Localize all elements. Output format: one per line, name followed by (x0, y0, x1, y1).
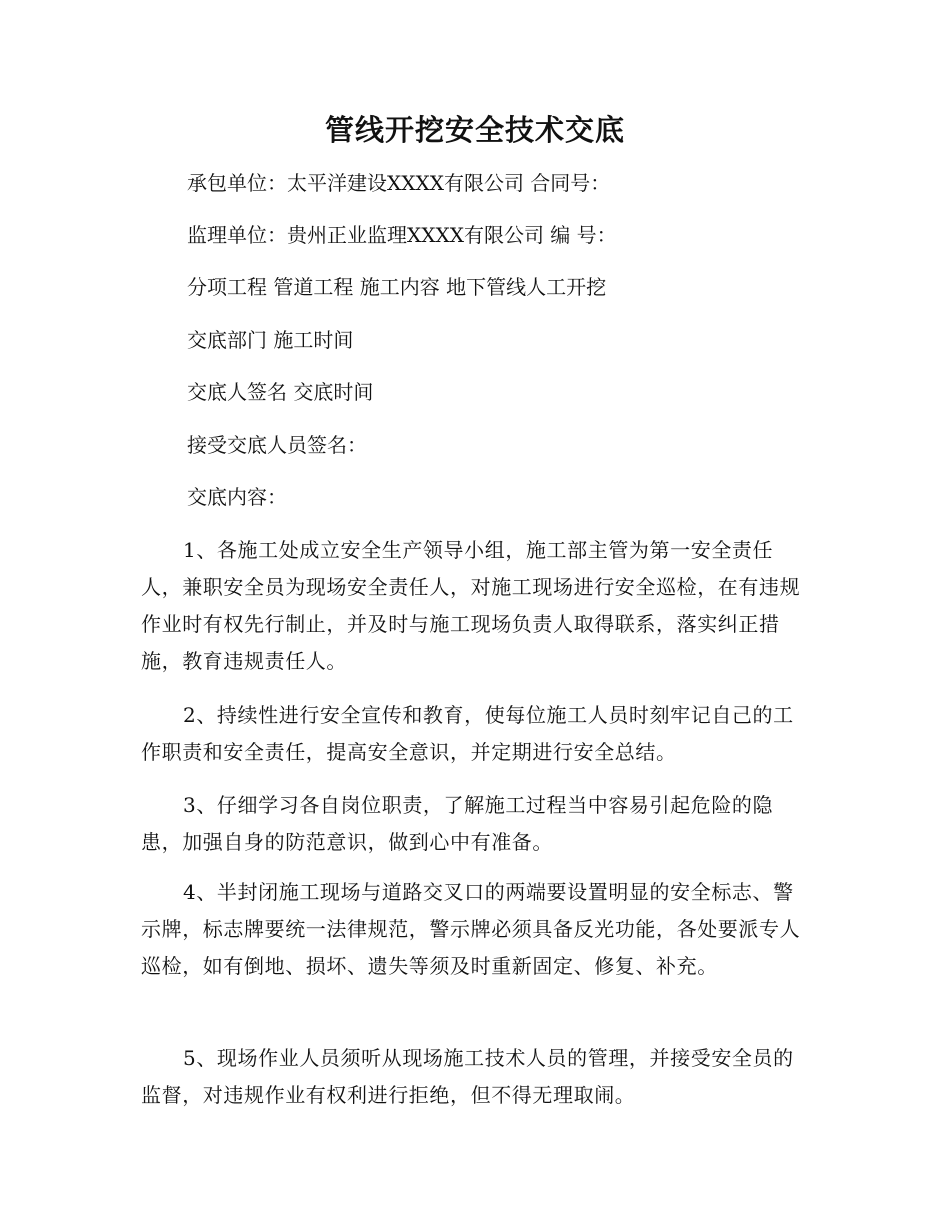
receiver-signature-line: 接受交底人员签名： (187, 433, 367, 457)
department-line: 交底部门 施工时间 (187, 328, 354, 352)
paragraph-2: 2、持续性进行安全宣传和教育，使每位施工人员时刻牢记自己的工作职责和安全责任，提高安全意识，并定期进行安全总结。 (141, 703, 794, 764)
paragraph-5: 5、现场作业人员须听从现场施工技术人员的管理，并接受安全员的监督，对违规作业有权利进行拒绝，但不得无理取闹。 (141, 1046, 794, 1107)
paragraph-1: 1、各施工处成立安全生产领导小组，施工部主管为第一安全责任人，兼职安全员为现场安全责任人，对施工现场进行安全巡检，在有违规作业时有权先行制止，并及时与施工现场负责人取得联系，落实纠正措施，教育违规责任人。 (141, 538, 801, 673)
project-line: 分项工程 管道工程 施工内容 地下管线人工开挖 (187, 275, 607, 299)
signer-line: 交底人签名 交底时间 (187, 380, 374, 404)
supervisor-line: 监理单位：贵州正业监理XXXX有限公司 编 号： (187, 223, 617, 247)
paragraph-4: 4、半封闭施工现场与道路交叉口的两端要设置明显的安全标志、警示牌，标志牌要统一法律规范，警示牌必须具备反光功能，各处要派专人巡检，如有倒地、损坏、遗失等须及时重新固定、修复、补充。 (141, 880, 801, 978)
document-title: 管线开挖安全技术交底 (324, 113, 625, 147)
paragraph-3: 3、仔细学习各自岗位职责，了解施工过程当中容易引起危险的隐患，加强自身的防范意识，做到心中有准备。 (141, 793, 774, 854)
contractor-line: 承包单位：太平洋建设XXXX有限公司 合同号： (187, 171, 611, 195)
content-heading: 交底内容： (187, 485, 287, 509)
